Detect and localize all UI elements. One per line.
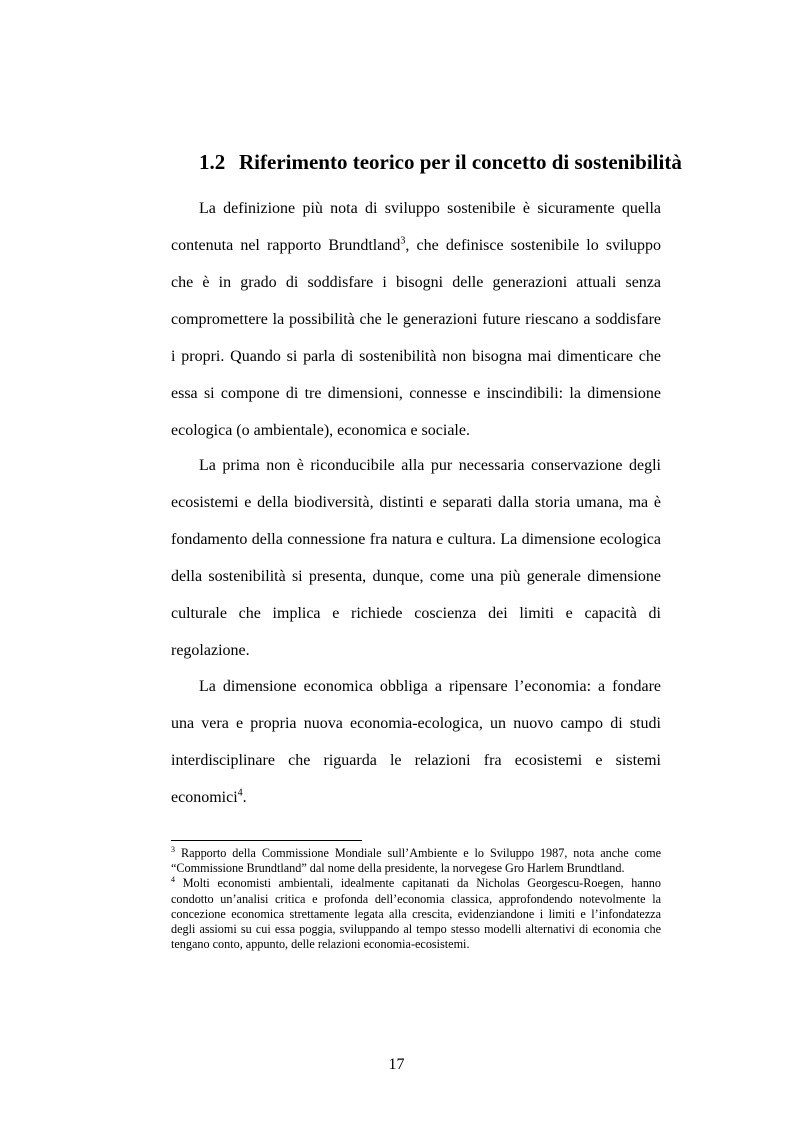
footnote-ref-3[interactable]: 3	[400, 235, 406, 247]
paragraph-3-text-b: .	[242, 789, 247, 806]
footnote-ref-4[interactable]: 4	[237, 787, 243, 799]
footnote-text: Rapporto della Commissione Mondiale sull’Ambiente e lo Sviluppo 1987, nota anche come “Commissione Brundtland” dal nome della presidente, la norvegese Gro Harlem Brundtland.	[171, 846, 661, 876]
footnote-marker: 4	[171, 875, 175, 885]
section-heading	[199, 150, 682, 175]
footnote-4	[171, 876, 661, 952]
section-number: 1.2	[199, 150, 226, 174]
footnote-marker: 3	[171, 844, 175, 854]
paragraph-3	[171, 668, 661, 816]
footnote-3	[171, 846, 661, 876]
paragraph-1-text-b: , che definisce sostenibile lo sviluppo che è in grado di soddisfare i bisogni delle generazioni attuali senza compromettere la possibilità che le generazioni future riescano a soddisfare i propri. Quando si parla di sostenibilità non bisogna mai dimenticare che essa si compone di tre dimensioni, connesse e inscindibili: la dimensione ecologica (o ambientale), economica e sociale.	[171, 237, 662, 439]
footnotes	[171, 846, 661, 952]
page-number: 17	[388, 1056, 405, 1073]
footnote-separator	[171, 840, 362, 841]
footnote-text: Molti economisti ambientali, idealmente capitanati da Nicholas Georgescu-Roegen, hanno condotto un’analisi critica e profonda dell’economia classica, approfondendo notevolmente la concezione economica strettamente legata alla crescita, evidenziandone i limiti e l’infondatezza degli assiomi su cui essa poggia, sviluppando al tempo stesso modelli alternativi di economia che tengano conto, appunto, delle relazioni economia-ecosistemi.	[171, 876, 661, 952]
paragraph-2-text: La prima non è riconducibile alla pur necessaria conservazione degli ecosistemi e della biodiversità, distinti e separati dalla storia umana, ma è fondamento della connessione fra natura e cultura. La dimensione ecologica della sostenibilità si presenta, dunque, come una più generale dimensione culturale che implica e richiede coscienza dei limiti e capacità di regolazione.	[171, 457, 661, 659]
paragraph-1	[171, 190, 661, 449]
paragraph-3-text-a: La dimensione economica obbliga a ripensare l’economia: a fondare una vera e propria nuova economia-ecologica, un nuovo campo di studi interdisciplinare che riguarda le relazioni fra ecosistemi e sistemi economici	[171, 678, 661, 806]
paragraph-1-text-a: La definizione più nota di sviluppo sostenibile è sicuramente quella contenuta nel rapporto Brundtland	[171, 200, 661, 254]
section-title: Riferimento teorico per il concetto di sostenibilità	[239, 150, 682, 174]
paragraph-2	[171, 447, 661, 669]
